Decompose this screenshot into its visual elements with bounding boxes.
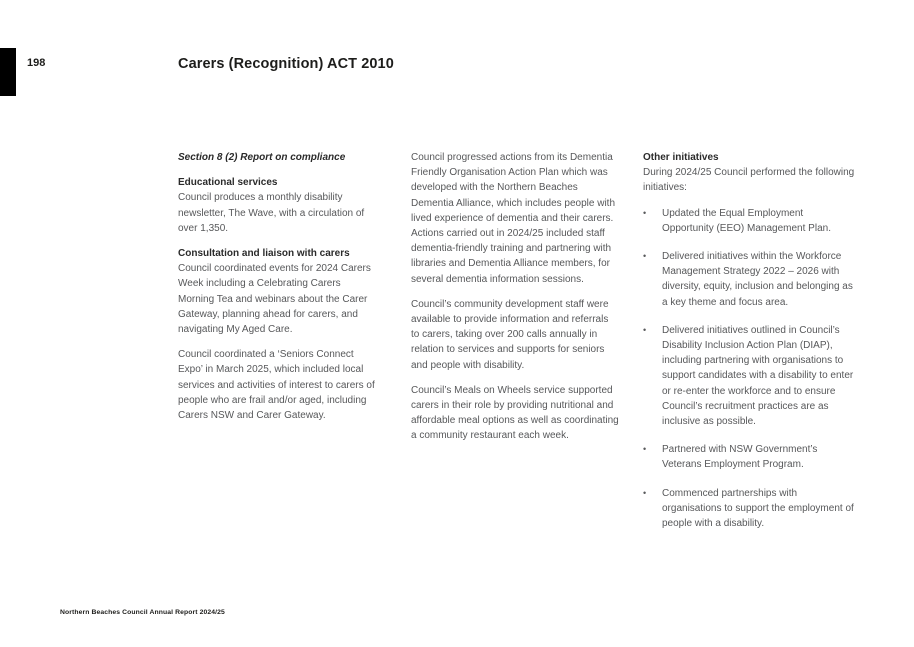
paragraph-meals-on-wheels: Council’s Meals on Wheels service supported carers in their role by providing nutritional and affordable meal options as well as coordinating a community restaurant each week. bbox=[411, 384, 619, 442]
list-item bbox=[643, 486, 857, 532]
list-item bbox=[643, 442, 857, 472]
paragraph-dementia-action-plan: Council progressed actions from its Dementia Friendly Organisation Action Plan which was developed with the Northern Beaches Dementia Alliance, which includes people with lived experience of dementia and their carers. Actions carried out in 2024/25 included staff dementia-friendly training and partnering with libraries and Dementia Alliance members, for several dementia information sessions. bbox=[411, 152, 616, 285]
page-number: 198 bbox=[27, 57, 46, 69]
subheading-educational-services: Educational services bbox=[178, 177, 278, 189]
bullet-icon: • bbox=[643, 251, 647, 262]
paragraph-seniors-connect-expo: Council coordinated a ‘Seniors Connect Expo’ in March 2025, which included local services and activities of interest to carers of people who are frail and/or aged, including Carers NSW and Carer Gateway. bbox=[178, 349, 375, 422]
column-dementia-services bbox=[411, 150, 619, 454]
bullet-icon: • bbox=[643, 444, 647, 455]
paragraph-carers-week: Council coordinated events for 2024 Carers Week including a Celebrating Carers Morning Tea and webinars about the Carer Gateway, planning ahead for carers, and navigating My Aged Care. bbox=[178, 263, 371, 336]
paragraph-community-development: Council’s community development staff were available to provide information and referrals to carers, taking over 200 calls annually in relation to services and supports for seniors and people with disability. bbox=[411, 298, 609, 371]
initiative-diap: Delivered initiatives outlined in Council’s Disability Inclusion Action Plan (DIAP), including partnering with organisations to support candidates with a disability to enter or re-enter the workforce and to ensure Council’s recruitment practices are as inclusive as possible. bbox=[662, 324, 854, 428]
other-initiatives-intro: During 2024/25 Council performed the following initiatives: bbox=[643, 167, 855, 194]
bullet-icon: • bbox=[643, 324, 647, 335]
column-other-initiatives bbox=[643, 150, 857, 544]
bullet-icon: • bbox=[643, 487, 647, 498]
paragraph-educational-services: Council produces a monthly disability newsletter, The Wave, with a circulation of over 1,350. bbox=[178, 192, 365, 234]
column-report-on-compliance bbox=[178, 150, 377, 433]
initiatives-list bbox=[643, 206, 857, 532]
list-item bbox=[643, 323, 857, 429]
page-edge-tab bbox=[0, 48, 16, 96]
initiative-veterans-program: Partnered with NSW Government’s Veterans Employment Program. bbox=[662, 444, 818, 471]
subheading-other-initiatives: Other initiatives bbox=[643, 152, 719, 163]
footer-text: Northern Beaches Council Annual Report 2024/25 bbox=[60, 609, 225, 616]
initiative-eeo-plan: Updated the Equal Employment Opportunity (EEO) Management Plan. bbox=[662, 207, 831, 234]
section-heading: Section 8 (2) Report on compliance bbox=[178, 152, 346, 163]
initiative-workforce-strategy: Delivered initiatives within the Workforce Management Strategy 2022 – 2026 with diversity, equity, inclusion and belonging as a key theme and focus area. bbox=[662, 251, 853, 308]
subheading-consultation-liaison: Consultation and liaison with carers bbox=[178, 248, 350, 260]
initiative-employment-partnerships: Commenced partnerships with organisations to support the employment of people with a disability. bbox=[662, 487, 854, 530]
page-title: Carers (Recognition) ACT 2010 bbox=[178, 56, 394, 72]
list-item bbox=[643, 206, 857, 236]
list-item bbox=[643, 249, 857, 310]
bullet-icon: • bbox=[643, 207, 647, 218]
